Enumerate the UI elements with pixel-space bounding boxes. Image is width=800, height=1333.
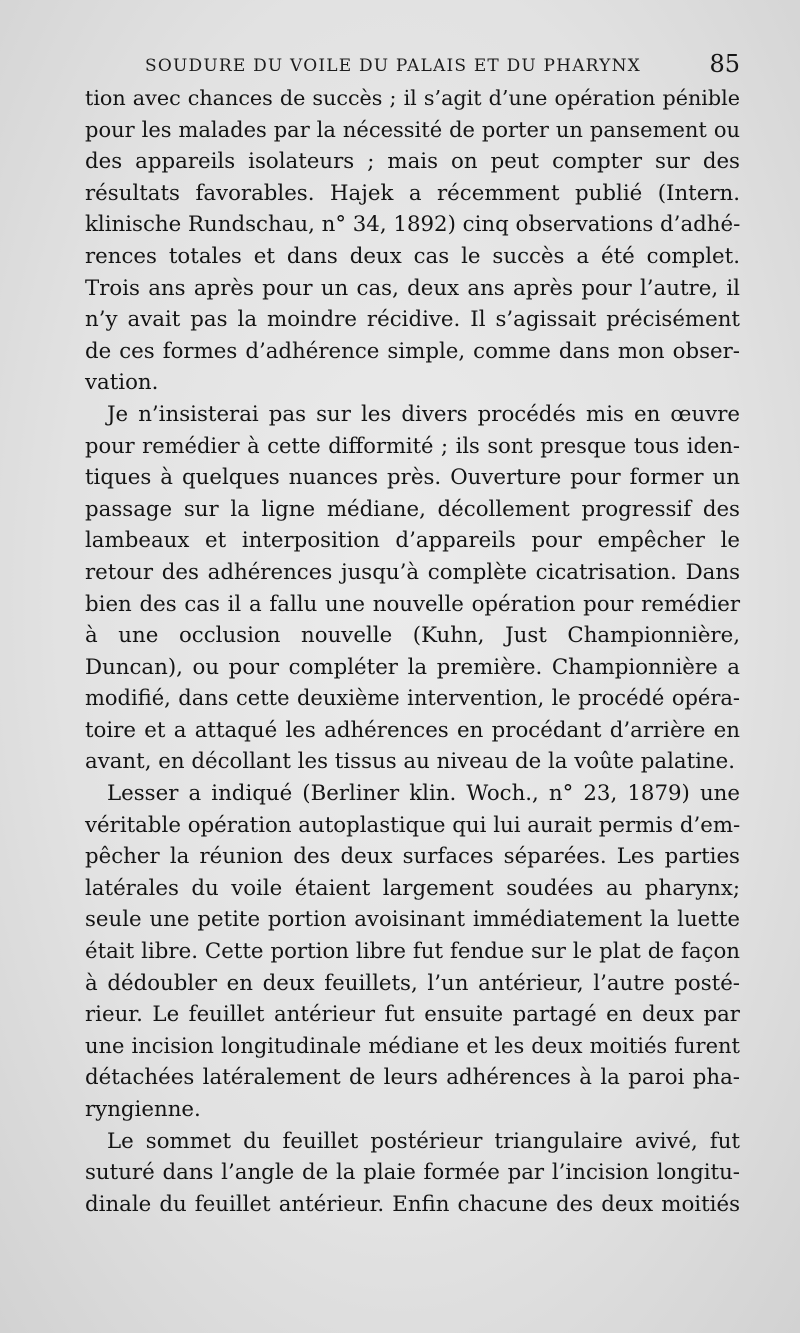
page-header	[85, 50, 740, 82]
text-line: suturé dans l’angle de la plaie formée par l’incision longitu-	[85, 1160, 740, 1186]
running-head: SOUDURE DU VOILE DU PALAIS ET DU PHARYNX	[145, 56, 641, 76]
text-line: ryngienne.	[85, 1097, 201, 1122]
text-line: rieur. Le feuillet antérieur fut ensuite partagé en deux par	[85, 1002, 740, 1028]
text-line: tiques à quelques nuances près. Ouverture pour former un	[85, 465, 740, 491]
text-line: tion avec chances de succès ; il s’agit d’une opération pénible	[85, 86, 740, 110]
text-line: était libre. Cette portion libre fut fendue sur le plat de façon	[85, 939, 740, 965]
text-line: Le sommet du feuillet postérieur triangulaire avivé, fut	[107, 1128, 740, 1154]
text-line: résultats favorables. Hajek a récemment publié (Intern.	[85, 180, 740, 206]
text-line: lambeaux et interposition d’appareils pour empêcher le	[85, 528, 740, 554]
text-line: retour des adhérences jusqu’à complète cicatrisation. Dans	[85, 559, 740, 585]
text-line: pour les malades par la nécessité de porter un pansement ou	[85, 117, 740, 142]
text-line: klinische Rundschau, n° 34, 1892) cinq observations d’adhé-	[85, 212, 741, 238]
text-line: détachées latéralement de leurs adhérences à la paroi pha-	[85, 1065, 740, 1091]
text-line: une incision longitudinale médiane et les deux moitiés furent	[85, 1033, 740, 1058]
text-line: rences totales et dans deux cas le succès a été complet.	[85, 243, 740, 269]
text-line: avant, en décollant les tissus au niveau de la voûte palatine.	[85, 749, 736, 775]
text-line: modifié, dans cette deuxième intervention, le procédé opéra-	[85, 686, 740, 711]
text-line: pour remédier à cette difformité ; ils sont presque tous iden-	[85, 433, 740, 458]
text-line: latérales du voile étaient largement soudées au pharynx;	[85, 875, 740, 901]
text-line: seule une petite portion avoisinant immédiatement la luette	[85, 907, 740, 933]
text-line: vation.	[85, 370, 159, 396]
page-number: 85	[709, 50, 740, 78]
text-line: Je n’insisterai pas sur les divers procédés mis en œuvre	[107, 401, 740, 427]
text-line: pêcher la réunion des deux surfaces séparées. Les parties	[85, 844, 740, 870]
text-line: véritable opération autoplastique qui lui aurait permis d’em-	[85, 812, 741, 838]
text-line: à une occlusion nouvelle (Kuhn, Just Championnière,	[85, 623, 740, 649]
text-line: Duncan), ou pour compléter la première. Championnière a	[85, 654, 740, 680]
text-line: Lesser a indiqué (Berliner klin. Woch., n° 23, 1879) une	[107, 781, 740, 807]
text-line: n’y avait pas la moindre récidive. Il s’agissait précisément	[85, 307, 740, 333]
text-line: Trois ans après pour un cas, deux ans après pour l’autre, il	[85, 275, 740, 301]
body-text	[85, 83, 740, 1220]
text-line: dinale du feuillet antérieur. Enfin chacune des deux moitiés	[85, 1191, 740, 1217]
text-line: à dédoubler en deux feuillets, l’un antérieur, l’autre posté-	[85, 970, 740, 996]
text-line: passage sur la ligne médiane, décollement progressif des	[85, 496, 740, 522]
text-line: de ces formes d’adhérence simple, comme dans mon obser-	[85, 338, 740, 364]
text-line: des appareils isolateurs ; mais on peut compter sur des	[85, 149, 740, 175]
text-line: toire et a attaqué les adhérences en procédant d’arrière en	[85, 717, 740, 743]
text-line: bien des cas il a fallu une nouvelle opération pour remédier	[85, 591, 740, 617]
